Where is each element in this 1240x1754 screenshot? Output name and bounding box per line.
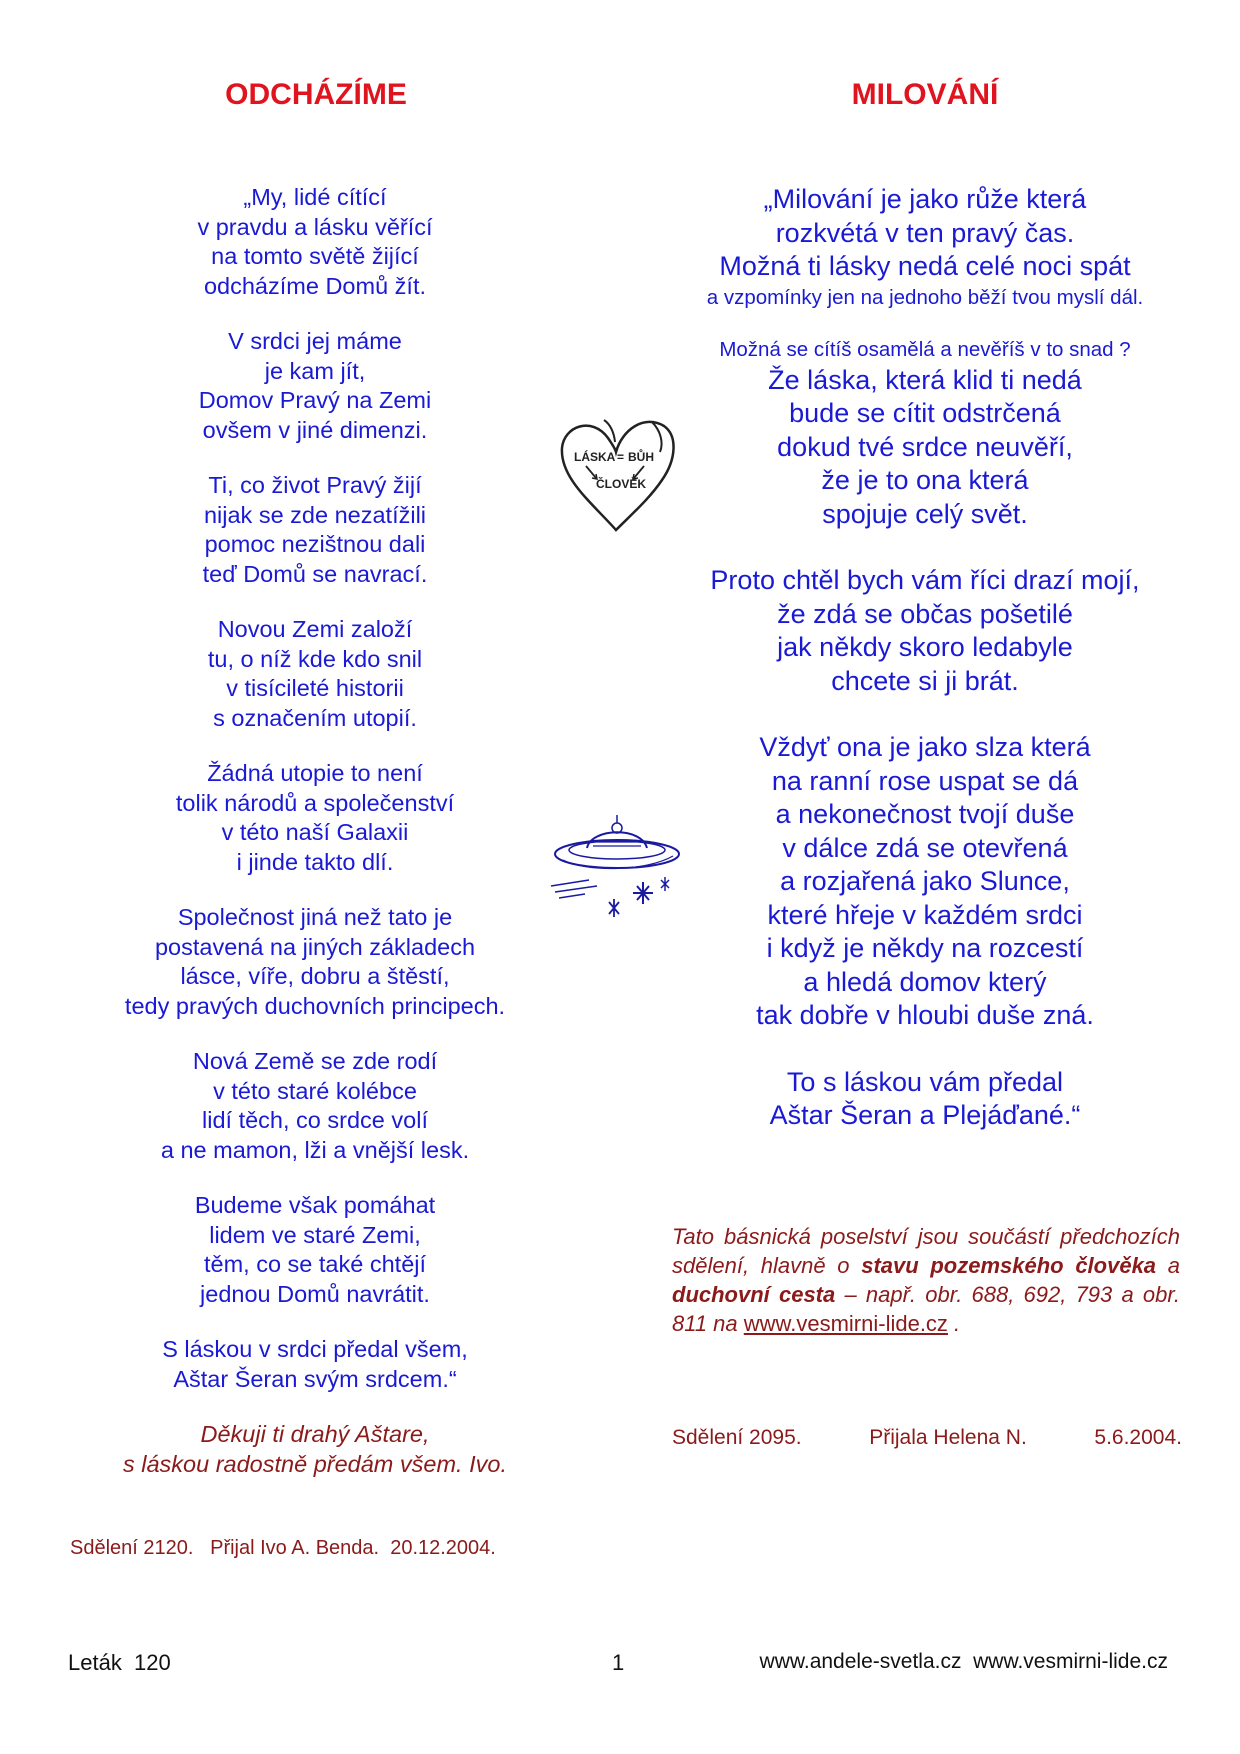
heart-text-buh: BŮH	[628, 450, 654, 464]
right-stanza-3	[655, 564, 1195, 698]
poem-line: S láskou v srdci předal všem,	[162, 1336, 468, 1362]
poem-line: na tomto světě žijící	[211, 243, 419, 269]
poem-line: lidem ve staré Zemi,	[209, 1221, 421, 1248]
context-note	[672, 1222, 1180, 1338]
poem-line: na ranní rose uspat se dá	[771, 765, 1079, 796]
poem-line: v této staré kolébce	[213, 1077, 417, 1104]
note-text: .	[947, 1311, 961, 1336]
poem-line: „Milování je jako růže která	[763, 184, 1087, 214]
note-bold-topic: stavu pozemského člověka	[861, 1253, 1157, 1278]
poem-line: tu, o níž kde kdo snil	[207, 645, 423, 672]
right-stanza-5	[655, 1066, 1195, 1133]
message-author: Přijala Helena N.	[869, 1426, 1027, 1449]
poem-line: a ne mamon, lži a vnější lesk.	[160, 1136, 470, 1163]
poem-line: i když je někdy na rozcestí	[766, 933, 1084, 963]
poem-line: v dálce zdá se otevřená	[782, 832, 1068, 863]
poem-line: i jinde takto dlí.	[236, 848, 394, 875]
poem-line: dokud tvé srdce neuvěří,	[777, 431, 1073, 462]
poem-line: a rozjařená jako Slunce,	[780, 866, 1070, 896]
poem-line: bude se cítit odstrčená	[789, 398, 1061, 428]
poem-line: postavená na jiných základech	[154, 933, 476, 960]
poem-line: nijak se zde nezatížili	[203, 501, 427, 528]
left-message-reference: Sdělení 2120. Přijal Ivo A. Benda. 20.12.2004.	[70, 1537, 496, 1559]
poem-line: Nová Země se zde rodí	[192, 1048, 438, 1074]
left-stanza-8	[70, 1191, 560, 1309]
footer-page-number: 1	[612, 1650, 625, 1675]
poem-line: těm, co se také chtějí	[203, 1251, 427, 1277]
poem-line: že zdá se občas pošetilé	[777, 598, 1073, 629]
poem-line: a nekonečnost tvojí duše	[775, 799, 1075, 829]
poem-line: Proto chtěl bych vám říci drazí mojí,	[710, 565, 1140, 595]
left-stanza-5	[70, 759, 560, 877]
poem-line: tolik národů a společenství	[175, 789, 455, 816]
left-stanza-2	[70, 327, 560, 445]
right-poem	[655, 183, 1195, 1133]
poem-line: Aštar Šeran svým srdcem.“	[173, 1365, 457, 1392]
poem-line: tedy pravých duchovních principech.	[124, 992, 506, 1019]
poem-line: spojuje celý svět.	[822, 498, 1028, 529]
note-text: Tato básnická poselství jsou součástí předchozích sdělení, hlavně o	[672, 1224, 1180, 1278]
left-stanza-3	[70, 471, 560, 589]
poem-line: lidí těch, co srdce volí	[202, 1107, 428, 1133]
footer-leaflet-number: Leták 120	[68, 1650, 171, 1675]
poem-line: tak dobře v hloubi duše zná.	[756, 1000, 1094, 1030]
note-text: a	[1156, 1253, 1180, 1278]
poem-line: a hledá domov který	[803, 966, 1047, 997]
poem-line: teď Domů se navrací.	[202, 560, 428, 587]
poem-line: Že láska, která klid ti nedá	[768, 364, 1082, 395]
poem-line: Žádná utopie to není	[207, 760, 423, 786]
left-stanza-1	[70, 183, 560, 301]
left-poem-title: ODCHÁZÍME	[225, 78, 407, 111]
arrow-icon	[586, 466, 596, 478]
message-date: 5.6.2004.	[1094, 1426, 1182, 1449]
poem-line: Možná se cítíš osamělá a nevěříš v to snad ?	[719, 337, 1131, 361]
poem-line: rozkvétá v ten pravý čas.	[775, 217, 1075, 248]
poem-line: jednou Domů navrátit.	[200, 1280, 430, 1307]
heart-text-laska: LÁSKA	[574, 450, 616, 464]
note-text: – např. obr. 688, 692, 793 a obr. 811 na	[672, 1282, 1181, 1336]
poem-line: pomoc nezištnou dali	[204, 531, 426, 557]
poem-line: v této naší Galaxii	[221, 819, 409, 845]
poem-line: To s láskou vám předal	[786, 1066, 1064, 1097]
poem-line: ovšem v jiné dimenzi.	[202, 416, 428, 443]
poem-line: Vždyť ona je jako slza která	[759, 732, 1091, 762]
heart-text-equals: =	[617, 450, 625, 464]
right-stanza-1	[655, 183, 1195, 312]
poem-line: že je to ona která	[821, 465, 1029, 495]
left-stanza-6	[70, 903, 560, 1021]
poem-line: Ti, co život Pravý žijí	[208, 472, 422, 498]
poem-line: jak někdy skoro ledabyle	[777, 632, 1073, 662]
poem-line: v pravdu a lásku věřící	[197, 213, 433, 240]
footer-websites[interactable]: www.andele-svetla.cz www.vesmirni-lide.cz	[759, 1650, 1168, 1673]
thanks-note	[70, 1420, 560, 1479]
note-bold-topic: duchovní cesta	[672, 1282, 836, 1307]
poem-line: V srdci jej máme	[228, 328, 402, 354]
poem-line: chcete si ji brát.	[831, 665, 1019, 696]
message-number: Sdělení 2095.	[672, 1426, 802, 1449]
right-message-reference	[672, 1426, 1182, 1450]
left-stanza-7	[70, 1047, 560, 1165]
poem-line: Domov Pravý na Zemi	[198, 387, 432, 413]
poem-line: s označením utopií.	[213, 704, 417, 731]
vesmirni-lide-link[interactable]: www.vesmirni-lide.cz	[743, 1311, 948, 1336]
poem-line: Společnost jiná než tato je	[177, 904, 453, 930]
poem-line: „My, lidé cítící	[243, 184, 387, 210]
left-poem	[70, 183, 560, 1479]
poem-line: odcházíme Domů žít.	[203, 272, 427, 299]
poem-line: Budeme však pomáhat	[194, 1192, 436, 1218]
poem-line: lásce, víře, dobru a štěstí,	[180, 963, 450, 989]
right-poem-title: MILOVÁNÍ	[851, 78, 999, 111]
poem-line: je kam jít,	[264, 357, 366, 384]
poem-line: Aštar Šeran a Plejáďané.“	[769, 1100, 1081, 1130]
star-icon	[633, 882, 653, 904]
right-stanza-4	[655, 731, 1195, 1033]
star-icon	[609, 899, 619, 917]
poem-line: Novou Zemi založí	[217, 616, 413, 642]
left-stanza-9	[70, 1335, 560, 1394]
left-stanza-4	[70, 615, 560, 733]
poem-line: které hřeje v každém srdci	[767, 899, 1083, 930]
poem-line: a vzpomínky jen na jednoho běží tvou myslí dál.	[706, 285, 1144, 309]
thanks-line: Děkuji ti drahý Aštare,	[200, 1421, 430, 1447]
poem-line: Možná ti lásky nedá celé noci spát	[719, 251, 1131, 281]
thanks-line: s láskou radostně předám všem. Ivo.	[122, 1450, 507, 1477]
heart-text-clovek: ČLOVĚK	[596, 477, 647, 491]
right-stanza-2	[655, 336, 1195, 532]
poem-line: v tisícileté historii	[226, 675, 404, 701]
